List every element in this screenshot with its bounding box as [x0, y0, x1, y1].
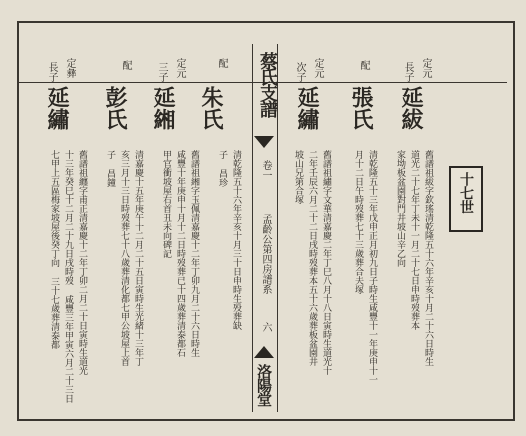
header-label: 定元 — [312, 58, 323, 78]
header-label: 配 — [120, 60, 131, 70]
spouse-name: 朱氏 — [198, 86, 224, 130]
biography-line: 十三年癸巳十二月二十九日戌時歿 咸豐三年甲寅六月二十三日 — [63, 150, 73, 403]
person-name: 延緗 — [150, 86, 176, 130]
biography-line: 子 昌鐘 — [105, 150, 115, 187]
biography-line: 舊譜祖纏字甫正清嘉慶十二年丁卯二月二十日寅時生道光 — [77, 150, 87, 375]
biography-line: 清嘉慶十五年庚午十二月二十五日寅時生光緒十三年丁 — [133, 150, 143, 366]
header-label: 三子 — [156, 62, 167, 82]
biography-line: 家坳板盆園對門井坡山辛乙向 — [395, 150, 405, 267]
person-name: 延繡 — [44, 86, 70, 130]
biography-line: 舊譜祖紱字欽瑤清乾隆五十六年辛亥十月二十六日時生 — [423, 150, 433, 366]
header-label: 配 — [216, 58, 227, 68]
biography-line: 甲官衝坡屋右首丑未向碑記 — [161, 150, 171, 258]
spouse-name: 彭氏 — [102, 86, 128, 130]
fish-tail-mark-top — [254, 136, 274, 148]
page-number: 六 — [260, 322, 271, 332]
fish-tail-mark-bottom — [254, 346, 274, 358]
header-label: 長子 — [46, 62, 57, 82]
biography-line: 咸豐十年庚申十月十二日時歿葬已十四歲葬清泰都石 — [175, 150, 185, 357]
biography-line: 子 昌珍 — [217, 150, 227, 187]
spouse-name: 張氏 — [348, 86, 374, 130]
header-label: 定彝 — [64, 58, 75, 78]
volume-label: 卷一 — [260, 160, 271, 180]
book-title: 蔡氏支譜 — [257, 52, 278, 116]
person-name: 延紱 — [398, 86, 424, 130]
biography-line: 二年壬辰六月二十二日戌時歿葬本五十六歲葬板盆園井 — [307, 150, 317, 366]
header-label: 定元 — [174, 58, 185, 78]
biography-line: 清乾隆五十三年戊申正月初九日子時生咸豐十一年庚申十一 — [367, 150, 377, 384]
biography-line: 清乾隆五十六年辛亥十月三十日申時生殁葬缺 — [231, 150, 241, 330]
biography-line: 月十二日午時歿葬七十三歲葬合夫塚 — [353, 150, 363, 294]
header-label: 次子 — [294, 62, 305, 82]
biography-line: 七甲上五區梅家坡屋後癸丁向 三十七歲葬清泰都 — [49, 150, 59, 349]
branch-label: 孟齡公第四房譜系 — [260, 214, 271, 294]
biography-line: 舊譜祖繡字文華清嘉慶二年丁巳八月十八日寅時生道光十 — [321, 150, 331, 375]
header-label: 定元 — [420, 58, 431, 78]
biography-line: 道光二十七年丁未十一月二十七日申時歿葬本 — [409, 150, 419, 330]
header-label: 長子 — [402, 62, 413, 82]
generation-label: 十七世 — [458, 172, 474, 214]
person-name: 延繡 — [294, 86, 320, 130]
biography-line: 亥三月十三日時歿葬七十八歲葬清化都七甲公坡屋上首 — [119, 150, 129, 366]
biography-line: 坡山兄第合塚 — [293, 150, 303, 204]
biography-line: 舊譜祖緗字玉佩清嘉慶十二年丁卯九月二十六日時生 — [189, 150, 199, 357]
hall-name: 洛陽堂 — [255, 364, 273, 406]
header-label: 配 — [358, 60, 369, 70]
